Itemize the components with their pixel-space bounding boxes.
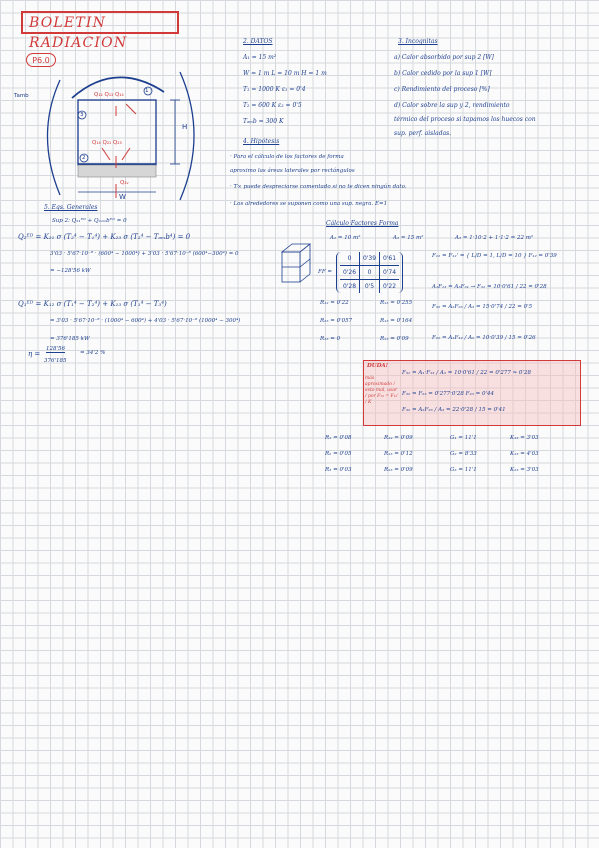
hipotesis-item: · Para el cálculo de los factores de forma: [230, 154, 344, 160]
datos-line: W = 1 m L = 10 m H = 1 m: [243, 70, 327, 77]
result-cell: R₂₃ = 0'09: [384, 467, 413, 473]
result-cell: G₁ = 11'1: [450, 435, 477, 441]
result-cell: R₃ = 0'03: [325, 467, 352, 473]
hipotesis-item: aproximo las áreas laterales por rectángulos: [230, 168, 355, 174]
resistance-value: R₁₃ = 0'255: [380, 300, 413, 306]
f12-calc: F₁₂ = F₁₂' = { L/D = 1, L/D = 10 } F₁₂ = 0'39: [432, 253, 557, 259]
resistance-value: R₂₃ = 0'057: [320, 318, 353, 324]
heat-flux-label-mid: Q₁₄ Q₂₁ Q₂₃: [92, 140, 122, 146]
duda-label: DUDA!: [367, 363, 389, 369]
width-label: W: [119, 193, 126, 201]
tamb-label: Tamb: [14, 93, 29, 99]
result-cell: G₂ = 8'33: [450, 451, 477, 457]
matrix-cell: 0'5: [360, 280, 380, 294]
datos-line: Tₐₘb = 300 K: [243, 118, 284, 125]
incognita-item: c) Rendimiento del proceso [%]: [394, 86, 490, 93]
resistance-value: R₁₂ = 0'22: [320, 300, 349, 306]
eta-result: = 34'2 %: [80, 350, 106, 356]
resistance-value: R₃₃ = 0: [320, 336, 341, 342]
sup2-equation: Sup 2: Q₂₁ᴱᴰ + Q₂ₐₘbᴱᴰ = 0: [52, 218, 127, 224]
outer-left-arc: [48, 80, 61, 195]
cube-sketch: [274, 240, 314, 288]
result-cell: K₁₂ = 3'03: [510, 435, 539, 441]
outer-right-arc: [180, 72, 194, 200]
incognitas-heading: 3. Incognitas: [398, 38, 438, 45]
hipotesis-heading: 4. Hipótesis: [243, 138, 280, 145]
height-label: H: [182, 123, 188, 131]
datos-line: T₁ = 1000 K ε₁ = 0'4: [243, 86, 306, 93]
matrix-cell: 0: [360, 266, 380, 280]
q2-equation: Q₂ᴱᴰ = K₂₁ σ (T₂⁴ − T₁⁴) + K₂₃ σ (T₂⁴ − Tₐₘb⁴) = 0: [18, 233, 191, 241]
hipotesis-item: · T∞ puede despreciarse comentado si no te dicen ningún dato.: [230, 184, 407, 190]
area-a2: A₂ = 15 m²: [393, 235, 424, 241]
eta-denominator: 376'185: [44, 358, 67, 364]
floor-surface: [78, 165, 156, 177]
resistance-value: R₂₃ = 0'09: [380, 336, 409, 342]
hipotesis-item: · Los alrededores se suponen como una sup. negra. E=1: [230, 201, 388, 207]
result-cell: K₁₃ = 4'03: [510, 451, 539, 457]
surface-2-label: 2: [82, 155, 86, 161]
surface-1-label: 1: [145, 88, 149, 94]
enclosure-body: [78, 100, 156, 165]
q2-result: = −128'56 kW: [50, 268, 91, 274]
datos-line: T₂ = 600 K ε₂ = 0'5: [243, 102, 302, 109]
result-cell: G₃ = 11'1: [450, 467, 477, 473]
area-a1: A₁ = 10 m²: [330, 235, 361, 241]
q1-result: = 376'185 kW: [50, 336, 90, 342]
incognita-item: térmico del proceso si tapamos los huecos con: [394, 116, 536, 123]
problem-tag: P6.0: [26, 53, 56, 67]
q2v-label: Q₂ᵥ: [120, 180, 129, 186]
duda-line: F₃₁ = A₁·F₁₃ / A₃ = 10·0'61 / 22 = 0'277 ≈ 0'28: [402, 370, 531, 376]
view-factor-matrix: [336, 252, 403, 293]
q1-equation: Q₁ᴱᴰ = K₁₂ σ (T₁⁴ − T₂⁴) + K₁₃ σ (T₁⁴ − T₃⁴): [18, 300, 167, 308]
result-cell: R₂ = 0'05: [325, 451, 352, 457]
eta-numerator: 128'56: [46, 346, 66, 352]
datos-heading: 2. DATOS: [243, 38, 273, 45]
q2-substitution: 3'03 · 5'67·10⁻⁸ · (600⁴ − 1000⁴) + 3'03 · 5'67·10⁻⁸ (600⁴−300⁴) = 0: [50, 251, 239, 257]
duda-line: F₃₂ = F₂₃ = 0'277·0'28 F₂₃ = 0'44: [402, 391, 495, 397]
f21-calc: F₂₁ = A₁F₁₂ / A₂ = 10·0'39 / 15 = 0'26: [432, 335, 536, 341]
result-cell: K₂₃ = 3'03: [510, 467, 539, 473]
heat-flux-label-top: Q₁₂ Q₁₃ Q₁₄: [94, 92, 124, 98]
matrix-cell: 0'22: [382, 283, 397, 290]
duda-note: más aproximado / esto mal, usar / por F₁₃ = F₁₂' / K: [365, 376, 399, 405]
matrix-cell: 0'28: [340, 280, 360, 294]
area-a3: A₃ = 1·10·2 + 1·1·2 = 22 m²: [455, 235, 534, 241]
matrix-cell: 0: [340, 252, 360, 266]
enclosure-diagram: [30, 60, 205, 210]
ff-label: FF =: [318, 269, 332, 275]
incognita-item: d) Calor sobre la sup y 2, rendimiento: [394, 102, 510, 109]
matrix-cell: 0'26: [340, 266, 360, 280]
result-cell: R₁ = 0'08: [325, 435, 352, 441]
resistance-value: R₁₃ = 0'164: [380, 318, 413, 324]
datos-line: A₁ = 15 m²: [243, 54, 277, 61]
q1-substitution: = 3'03 · 5'67·10⁻⁸ · (1000⁴ − 600⁴) + 4'03 · 5'67·10⁻⁸ (1000⁴ − 300⁴): [50, 318, 241, 324]
matrix-cell: 0'61: [380, 252, 400, 266]
matrix-cell: 0'39: [360, 252, 380, 266]
surface-3-label: 3: [80, 112, 84, 118]
ecuaciones-heading: 5. Eqs. Generales: [44, 204, 98, 211]
duda-line: F₃₂ = A₂F₂₃ / A₃ = 22·0'28 / 15 = 0'41: [402, 407, 506, 413]
matrix-cell: 0'74: [380, 266, 400, 280]
incognita-item: b) Calor cedido por la sup 1 [W]: [394, 70, 492, 77]
result-cell: R₁₃ = 0'12: [384, 451, 413, 457]
eta-label: η =: [28, 350, 41, 358]
incognita-item: sup. perf. aisladas.: [394, 130, 452, 137]
f32-calc: F₃₂ = A₂F₂₃ / A₃ = 15·0'74 / 22 = 0'5: [432, 304, 533, 310]
factores-heading: Cálculo Factores Forma: [326, 220, 399, 227]
result-cell: R₁₂ = 0'09: [384, 435, 413, 441]
f31-calc: A₁F₁₃ = A₃F₃₁ → F₃₁ = 10·0'61 / 22 = 0'28: [432, 284, 547, 290]
page-title: BOLETIN RADIACION: [21, 11, 179, 34]
incognita-item: a) Calor absorbido por sup 2 [W]: [394, 54, 494, 61]
